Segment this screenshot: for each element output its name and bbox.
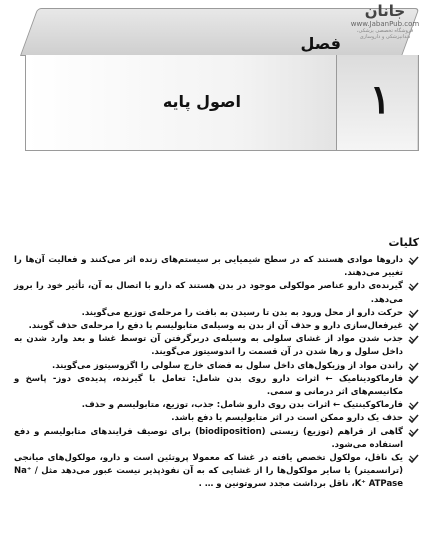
pencil-check-icon <box>408 428 419 437</box>
logo-url: www.JabanPub.com <box>350 20 420 28</box>
list-item <box>14 412 419 425</box>
pencil-check-icon <box>408 335 419 344</box>
logo-mark: جانان <box>364 2 406 20</box>
section-heading: کلیات <box>388 236 419 249</box>
list-item <box>14 320 419 333</box>
list-item <box>14 280 419 306</box>
chapter-label: فصل <box>300 34 341 53</box>
pencil-check-icon <box>408 322 419 331</box>
list-item <box>14 373 419 399</box>
list-item-text: فارماکودینامیک ← اثرات دارو روی بدن شامل: تعامل با گیرنده، پدیده‌ی دوز- پاسخ و مکانیسم‌های اثر درمانی و سمی. <box>14 373 403 398</box>
list-item <box>14 452 419 492</box>
pencil-check-icon <box>408 256 419 265</box>
section-content <box>14 236 419 492</box>
list-item <box>14 333 419 359</box>
bullet-list <box>14 254 419 492</box>
logo-tagline: فروشگاه تخصصی پزشکی، دندانپزشکی و داروسازی <box>356 28 414 40</box>
list-item-text: داروها موادی هستند که در سطح شیمیایی بر سیستم‌های زنده اثر می‌کنند و فعالیت آن‌ها را تغییر می‌دهند. <box>14 255 403 279</box>
list-item <box>14 254 419 280</box>
list-item-text: جذب شدن مواد از غشای سلولی به وسیله‌ی دربرگرفتن آن توسط غشا و بعد وارد شدن به داخل سلول و رها شدن در آن قسمت را اندوسیتوز می‌گویند. <box>14 334 403 358</box>
list-item <box>14 307 419 320</box>
list-item-text: غیرفعال‌سازی دارو و حذف آن از بدن به وسیله‌ی متابولیسم یا دفع را مرحله‌ی حذف گویند. <box>28 321 403 332</box>
pencil-check-icon <box>408 401 419 410</box>
pencil-check-icon <box>408 362 419 371</box>
pencil-check-icon <box>408 282 419 291</box>
list-item-text: فارماکوکینتیک ← اثرات بدن روی دارو شامل: جذب، توزیع، متابولیسم و حذف. <box>81 400 403 411</box>
chapter-number: ۱ <box>369 76 391 123</box>
chapter-title: اصول پایه <box>162 92 241 111</box>
list-item-text: گیرنده‌ی دارو عناصر مولکولی موجود در بدن هستند که دارو با اتصال به آن، تأثیر خود را بروز می‌دهد. <box>14 281 403 305</box>
list-item-text: راندن مواد از وزیکول‌های داخل سلول به فضای خارج سلولی را اگزوسیتوز می‌گویند. <box>51 360 403 371</box>
list-item-text: حرکت دارو از محل ورود به بدن تا رسیدن به بافت را مرحله‌ی توزیع می‌گویند. <box>81 307 403 318</box>
publisher-logo <box>345 2 425 46</box>
list-item <box>14 426 419 452</box>
chapter-header <box>0 0 431 160</box>
list-item-text: یک ناقل، مولکول تخصص یافته در غشا که معمولا پروتئین است و دارو، مولکول‌های میانجی (ترانسمیتر) یا سایر مولکول‌ها را از غشایی که به آن نفوذپذیر نیست عبور می‌دهد مثل Na⁺ / K⁺ ATPase، ناقل برداشت مجدد سروتونین و … . <box>14 453 403 490</box>
list-item <box>14 399 419 412</box>
list-item-text: حذف یک دارو ممکن است در اثر متابولیسم یا دفع باشد. <box>171 413 403 424</box>
pencil-check-icon <box>408 414 419 423</box>
list-item <box>14 360 419 373</box>
pencil-check-icon <box>408 375 419 384</box>
pencil-check-icon <box>408 454 419 463</box>
pencil-check-icon <box>408 309 419 318</box>
list-item-text: گاهی از فراهم (توزیع) زیستی (biodiposition) برای توصیف فرایندهای متابولیسم و دفع استفاده می‌شود. <box>14 426 403 450</box>
